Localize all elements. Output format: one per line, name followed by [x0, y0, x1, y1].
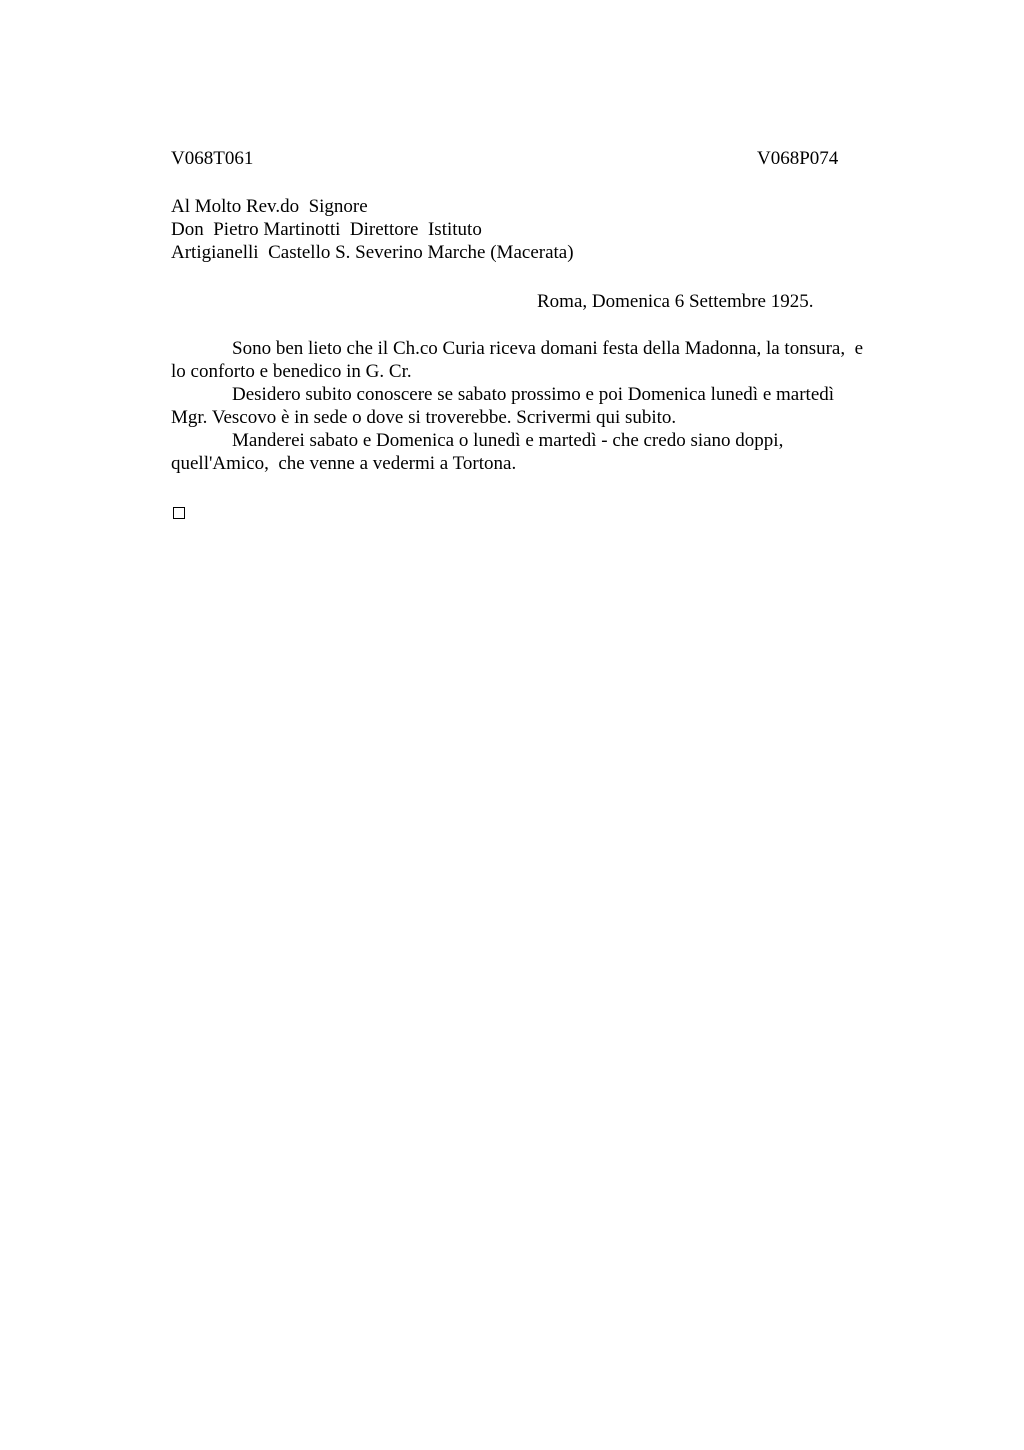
document-reference-left: V068T061	[171, 148, 254, 169]
body-line-5-text: Manderei sabato e Domenica o lunedì e martedì - che credo siano doppi,	[232, 430, 784, 451]
body-line-3	[171, 383, 931, 406]
body-line-6: quell'Amico, che venne a vedermi a Tortona.	[171, 453, 517, 474]
body-line-2: lo conforto e benedico in G. Cr.	[171, 361, 412, 382]
body-line-3-text: Desidero subito conoscere se sabato prossimo e poi Domenica lunedì e martedì	[232, 384, 835, 405]
body-line-4: Mgr. Vescovo è in sede o dove si troverebbe. Scrivermi qui subito.	[171, 407, 677, 428]
letter-body	[171, 337, 931, 475]
addressee-line-3: Artigianelli Castello S. Severino Marche (Macerata)	[171, 242, 574, 263]
body-line-5	[171, 429, 931, 452]
square-outline-icon	[173, 507, 185, 519]
addressee-line-2: Don Pietro Martinotti Direttore Istituto	[171, 219, 482, 240]
letter-date: Roma, Domenica 6 Settembre 1925.	[537, 291, 814, 312]
addressee-block	[171, 195, 574, 264]
body-line-1-text: Sono ben lieto che il Ch.co Curia riceva domani festa della Madonna, la tonsura, e	[232, 338, 864, 359]
document-reference-right: V068P074	[757, 148, 839, 169]
body-line-1	[171, 337, 931, 360]
addressee-line-1: Al Molto Rev.do Signore	[171, 196, 368, 217]
